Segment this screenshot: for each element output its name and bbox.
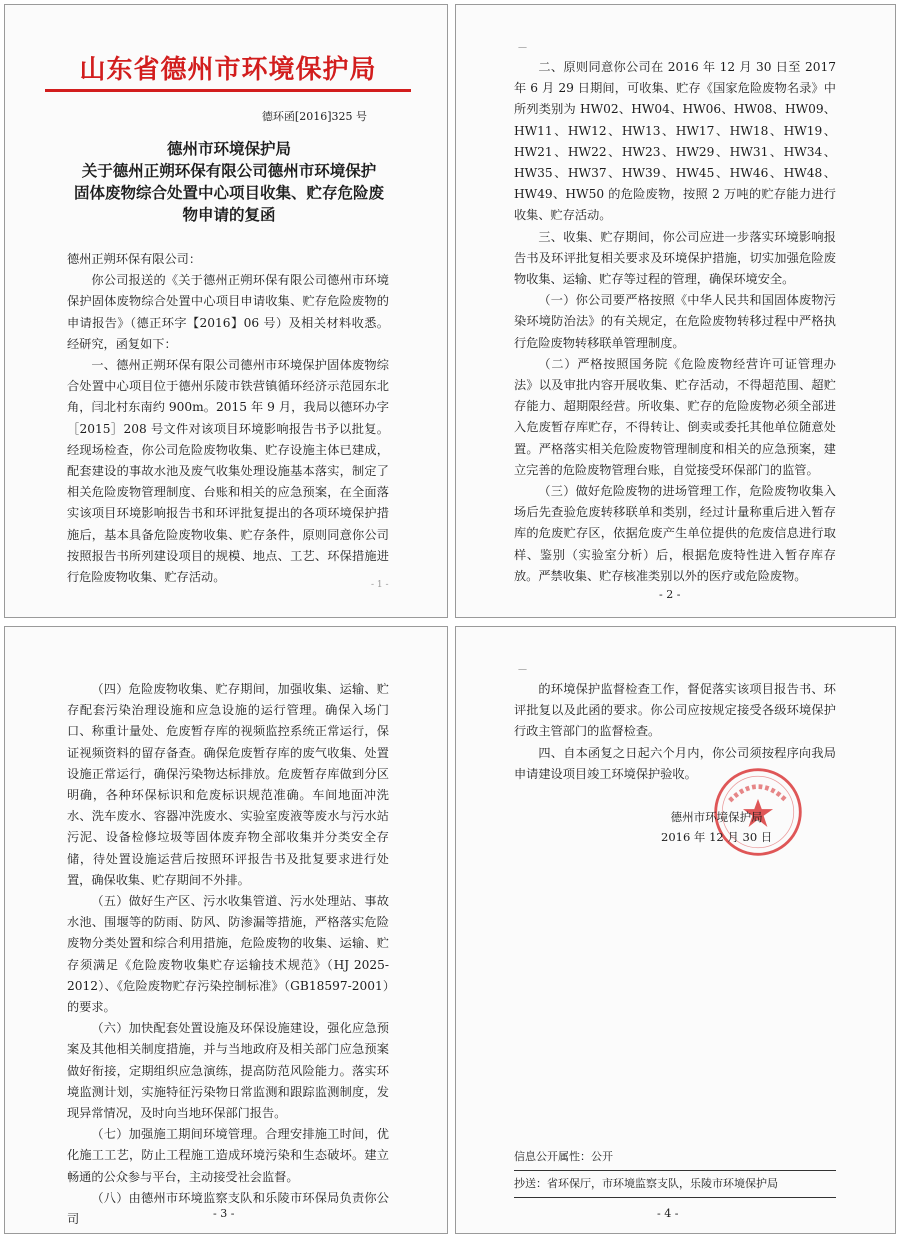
letterhead-red-line xyxy=(45,89,411,92)
paragraph: （五）做好生产区、污水收集管道、污水处理站、事故水池、围堰等的防雨、防风、防渗漏等措施，严格落实危险废物分类处置和综合利用措施，危险废物的收集、运输、贮存须满足《危险废物收集贮存运输技术规范》（HJ 2025-2012）、《危险废物贮存污染控制标准》（GB18597-2001）的要求。 xyxy=(67,894,389,1015)
addressee: 德州正朔环保有限公司： xyxy=(67,252,202,266)
page-3 xyxy=(4,626,448,1234)
page-3-body xyxy=(67,679,389,1230)
page-2-body xyxy=(514,57,836,587)
paragraph: （八）由德州市环境监察支队和乐陵市环保局负责你公司 xyxy=(67,1190,389,1227)
page-1-body xyxy=(67,249,389,588)
top-mark: — xyxy=(518,43,527,53)
sign-organization: 德州市环境保护局 xyxy=(670,810,763,824)
page-number: - 2 - xyxy=(659,588,681,601)
paragraph: 四、自本函复之日起六个月内，你公司须按程序向我局申请建设项目竣工环境保护验收。 xyxy=(514,745,836,781)
paragraph: 的环境保护监督检查工作，督促落实该项目报告书、环评批复以及此函的要求。你公司应按规定接受各级环境保护行政主管部门的监督检查。 xyxy=(514,682,836,739)
paragraph: 一、德州正朔环保有限公司德州市环境保护固体废物综合处置中心项目位于德州乐陵市铁营镇循环经济示范园东北角，闫北村东南约 900m。2015 年 9 月，我局以德环办字［2015］208 号文件对该项目环境影响报告书予以批复。经现场检查，你公司危险废物收集、贮存设施主体已建成，配套建设的事故水池及废气收集处理设施基本落实，制定了相关危险废物管理制度、台账和相关的应急预案，在全面落实该项目环境影响报告书和环评批复提出的各项环境保护措施后，基本具备危险废物收集、贮存条件，原则同意你公司按照报告书所列建设项目的规模、地点、工艺、环保措施进行危险废物收集、贮存活动。 xyxy=(67,358,389,585)
paragraph: （三）做好危险废物的进场管理工作，危险废物收集入场后先查验危废转移联单和类别，经过计量称重后进入暂存库的危废贮存区，依据危废产生单位提供的危废信息进行取样、鉴别（实验室分析）后，根据危废特性进入暂存库存放。严禁收集、贮存核准类别以外的医疗或危险废物。 xyxy=(514,484,836,583)
paragraph: （六）加快配套处置设施及环保设施建设，强化应急预案及其他相关制度措施，并与当地政府及相关部门应急预案做好衔接，定期组织应急演练，提高防范风险能力。落实环境监测计划，实施特征污染物日常监测和跟踪监测制度，发现异常情况，及时向当地环保部门报告。 xyxy=(67,1021,389,1121)
title-line: 固体废物综合处置中心项目收集、贮存危险废 xyxy=(73,183,384,202)
page-number: - 4 - xyxy=(657,1207,679,1220)
document-footer xyxy=(514,1147,836,1201)
page-number: - 3 - xyxy=(213,1207,235,1220)
paragraph: 三、收集、贮存期间，你公司应进一步落实环境影响报告书及环评批复相关要求及环境保护措施，切实加强危险废物收集、运输、贮存等过程的管理，确保环境安全。 xyxy=(514,229,836,287)
paragraph: （一）你公司要严格按照《中华人民共和国固体废物污染环境防治法》的有关规定，在危险废物转移过程中严格执行危险废物转移联单管理制度。 xyxy=(514,293,836,350)
paragraph: （七）加强施工期间环境管理。合理安排施工时间，优化施工工艺，防止工程施工造成环境污染和生态破坏。建立畅通的公众参与平台，主动接受社会监督。 xyxy=(67,1127,389,1184)
paragraph: 你公司报送的《关于德州正朔环保有限公司德州市环境保护固体废物综合处置中心项目申请收集、贮存危险废物的申请报告》（德正环字【2016】06 号）及相关材料收悉。经研究，函复如下： xyxy=(67,273,389,351)
signature-block xyxy=(661,807,772,847)
title-line: 德州市环境保护局 xyxy=(166,139,291,158)
letterhead: 山东省德州市环境保护局 xyxy=(79,55,377,85)
footer-rule xyxy=(514,1197,836,1198)
document-number: 德环函[2016]325 号 xyxy=(261,110,367,123)
disclosure-attribute: 信息公开属性：公开 xyxy=(514,1150,613,1163)
paragraph: （二）严格按照国务院《危险废物经营许可证管理办法》以及审批内容开展收集、贮存活动，不得超范围、超贮存能力、超期限经营。所收集、贮存的危险废物必须全部进入危废暂存库贮存，不得转让、倒卖或委托其他单位随意处置。严格落实相关危险废物管理制度和相关的应急预案，建立完善的危险废物管理台账，自觉接受环保部门的监管。 xyxy=(514,356,836,477)
paragraph: 二、原则同意你公司在 2016 年 12 月 30 日至 2017 年 6 月 29 日期间，可收集、贮存《国家危险废物名录》中所列类别为 HW02、HW04、HW06、HW08、HW09、HW11、HW12、HW13、HW17、HW18、HW19、HW21、HW22、HW23、HW29、HW31、HW34、HW35、HW37、HW39、HW45、HW46、HW48、HW49、HW50 的危险废物，按照 2 万吨的贮存能力进行收集、贮存活动。 xyxy=(514,60,836,223)
sign-date: 2016 年 12 月 30 日 xyxy=(661,830,773,844)
title-line: 关于德州正朔环保有限公司德州市环境保护 xyxy=(81,161,377,180)
page-4 xyxy=(455,626,896,1234)
top-mark: — xyxy=(518,665,527,675)
title-line: 物申请的复函 xyxy=(182,205,276,224)
document-title xyxy=(59,138,399,226)
footer-rule xyxy=(514,1170,836,1171)
page-1 xyxy=(4,4,448,618)
paragraph: （四）危险废物收集、贮存期间，加强收集、运输、贮存配套污染治理设施和应急设施的运行管理。确保入场门口、称重计量处、危废暂存库的视频监控系统正常运行，保证视频资料的留存备查。确保危废暂存库的废气收集、处置设施正常运行，确保污染物达标排放。危废暂存库做到分区明确，各种环保标识和危废标识规范准确。车间地面冲洗水、洗车废水、容器冲洗废水、实验室废液等废水与污水站污泥、设备检修垃圾等固体废弃物全部收集并分类安全存储，待处置设施运营后按照环评报告书及批复要求进行处置，确保收集、贮存期间不外排。 xyxy=(67,682,389,887)
page-mark: - 1 - xyxy=(371,580,389,590)
page-2 xyxy=(455,4,896,618)
cc-line: 抄送：省环保厅，市环境监察支队，乐陵市环境保护局 xyxy=(514,1177,778,1190)
